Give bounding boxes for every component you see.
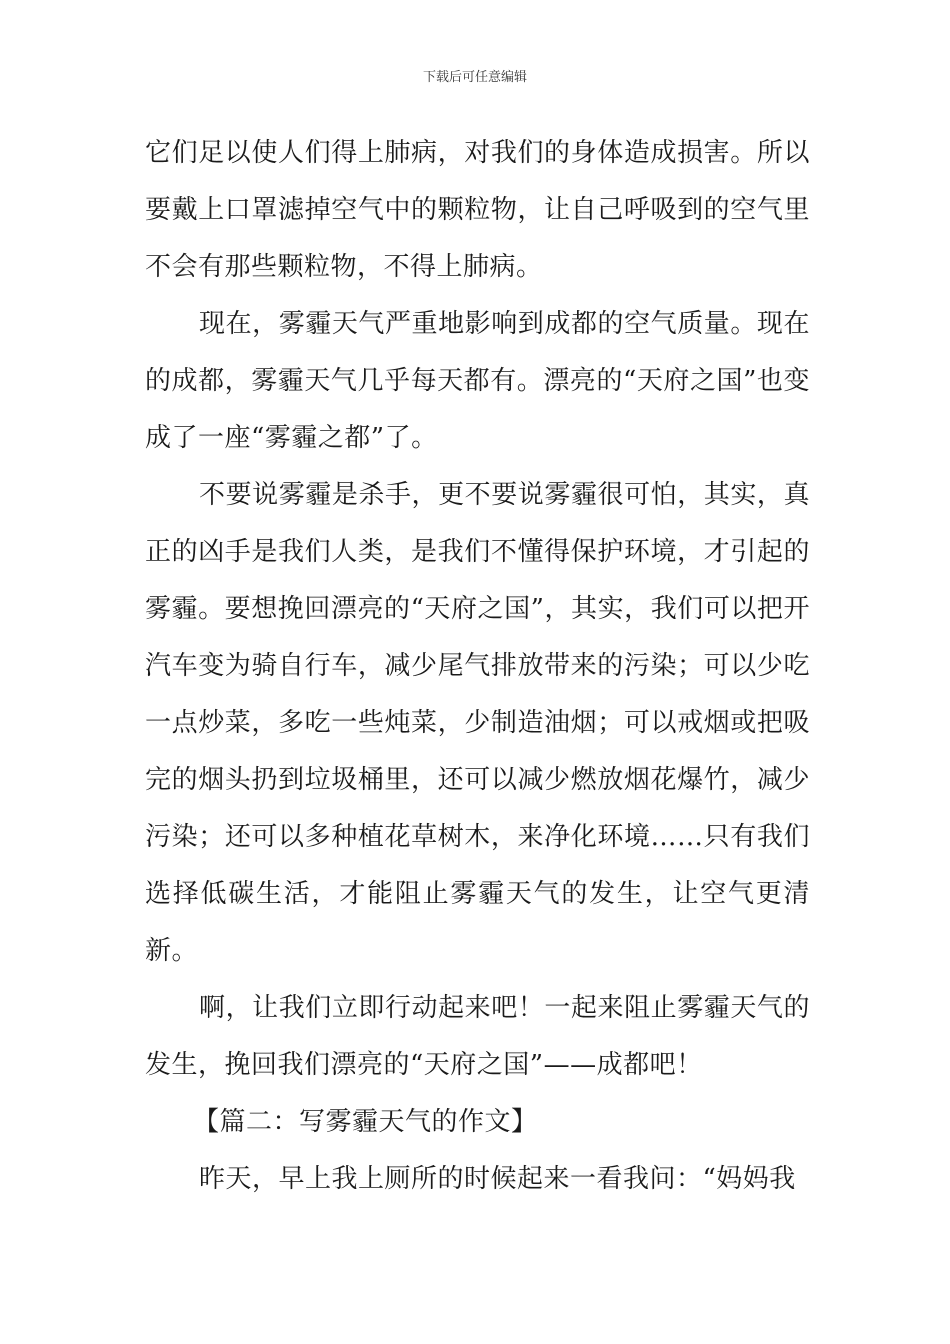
- document-body: [145, 125, 810, 1208]
- section-heading: 【篇二：写雾霾天气的作文】: [193, 1107, 538, 1137]
- paragraph-yesterday: 昨天，早上我上厕所的时候起来一看我问：“妈妈我: [199, 1164, 796, 1194]
- paragraph-human-cause: 不要说雾霾是杀手，更不要说雾霾很可怕，其实，真正的凶手是我们人类，是我们不懂得保护环境，才引起的雾霾。要想挽回漂亮的“天府之国”，其实，我们可以把开汽车变为骑自行车，减少尾气排放带来的污染；可以少吃一点炒菜，多吃一些炖菜，少制造油烟；可以戒烟或把吸完的烟头扔到垃圾桶里，还可以减少燃放烟花爆竹，减少污染；还可以多种植花草树木，来净化环境……只有我们选择低碳生活，才能阻止雾霾天气的发生，让空气更清新。: [145, 480, 810, 966]
- page-header: 下载后可任意编辑: [422, 70, 527, 85]
- paragraph-chengdu-quality: 现在，雾霾天气严重地影响到成都的空气质量。现在的成都，雾霾天气几乎每天都有。漂亮的“天府之国”也变成了一座“雾霾之都”了。: [145, 309, 810, 453]
- paragraph-call-to-action: 啊，让我们立即行动起来吧！一起来阻止雾霾天气的发生，挽回我们漂亮的“天府之国”——成都吧！: [145, 993, 810, 1080]
- paragraph-continuation: 它们足以使人们得上肺病，对我们的身体造成损害。所以要戴上口罩滤掉空气中的颗粒物，让自己呼吸到的空气里不会有那些颗粒物，不得上肺病。: [145, 138, 810, 282]
